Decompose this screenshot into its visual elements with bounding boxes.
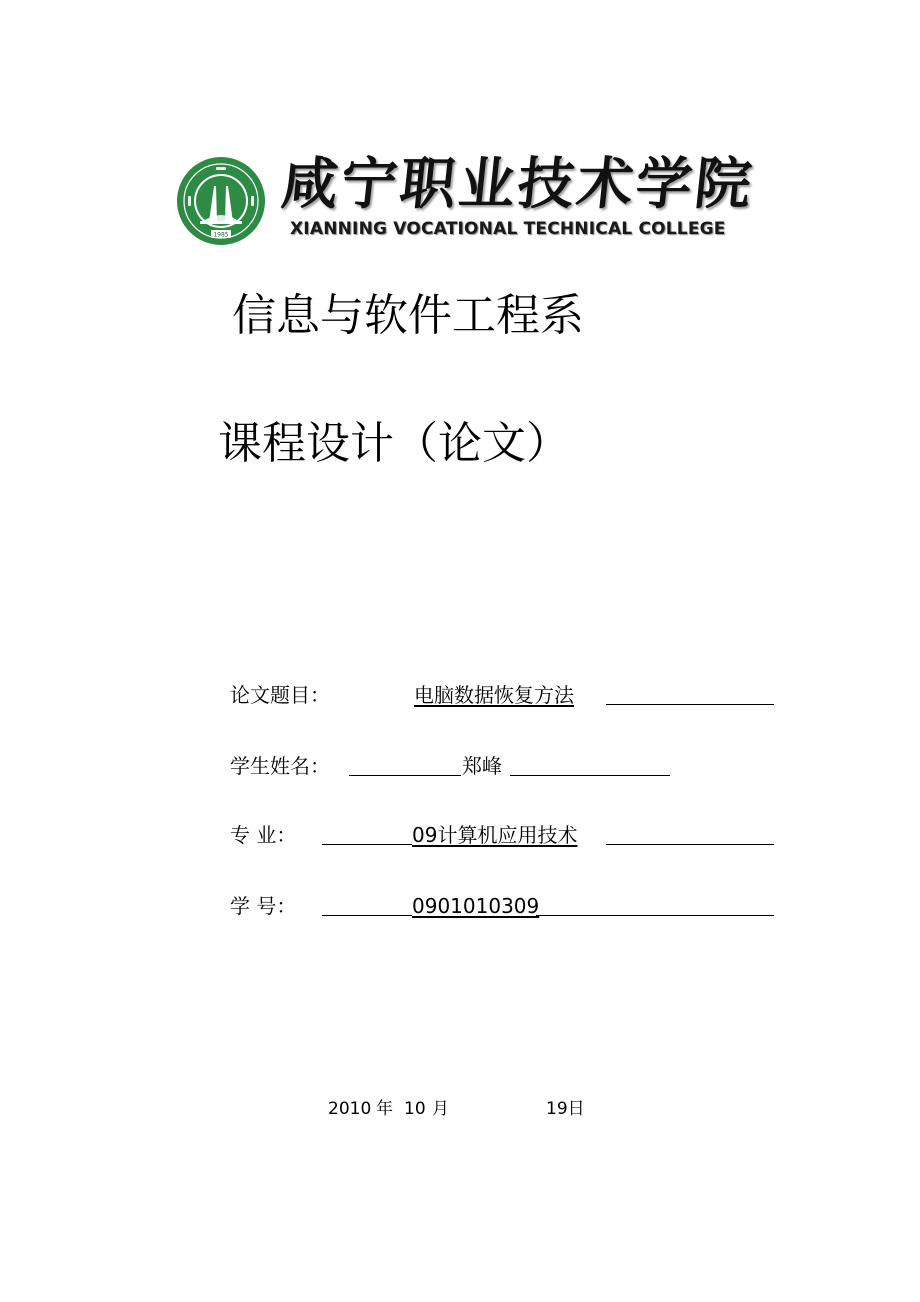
field-major [230,820,790,850]
college-seal-logo [176,156,266,246]
seal-year: 1985 [213,231,229,239]
school-name-cn: 咸宁职业技术学院 [278,151,758,217]
document-title: 课程设计（论文） [218,418,570,469]
field-label: 专 业： [230,823,297,847]
date-line [328,1095,628,1123]
underline [606,704,774,705]
field-value: 电脑数据恢复方法 [414,683,574,707]
date-day: 19日 [546,1099,585,1119]
underline [510,775,670,776]
field-student-number [230,891,790,921]
field-value: 0901010309 [412,894,540,918]
date-year: 2010 [328,1099,372,1119]
underline [606,844,774,845]
department-name: 信息与软件工程系 [232,290,584,341]
field-thesis-title [230,680,790,710]
underline [536,915,774,916]
date-year-unit: 年 [376,1099,393,1119]
field-student-name [230,751,790,781]
field-label: 学 号： [230,894,297,918]
field-label: 论文题目： [230,683,330,707]
field-value: 郑峰 [462,754,502,778]
underline [322,915,412,916]
school-name-en: XIANNING VOCATIONAL TECHNICAL COLLEGE [290,219,726,239]
date-month-unit: 月 [432,1099,449,1119]
underline [322,844,412,845]
underline [349,775,461,776]
field-value: 09计算机应用技术 [412,823,578,847]
field-label: 学生姓名： [230,754,330,778]
date-month: 10 [404,1099,426,1119]
